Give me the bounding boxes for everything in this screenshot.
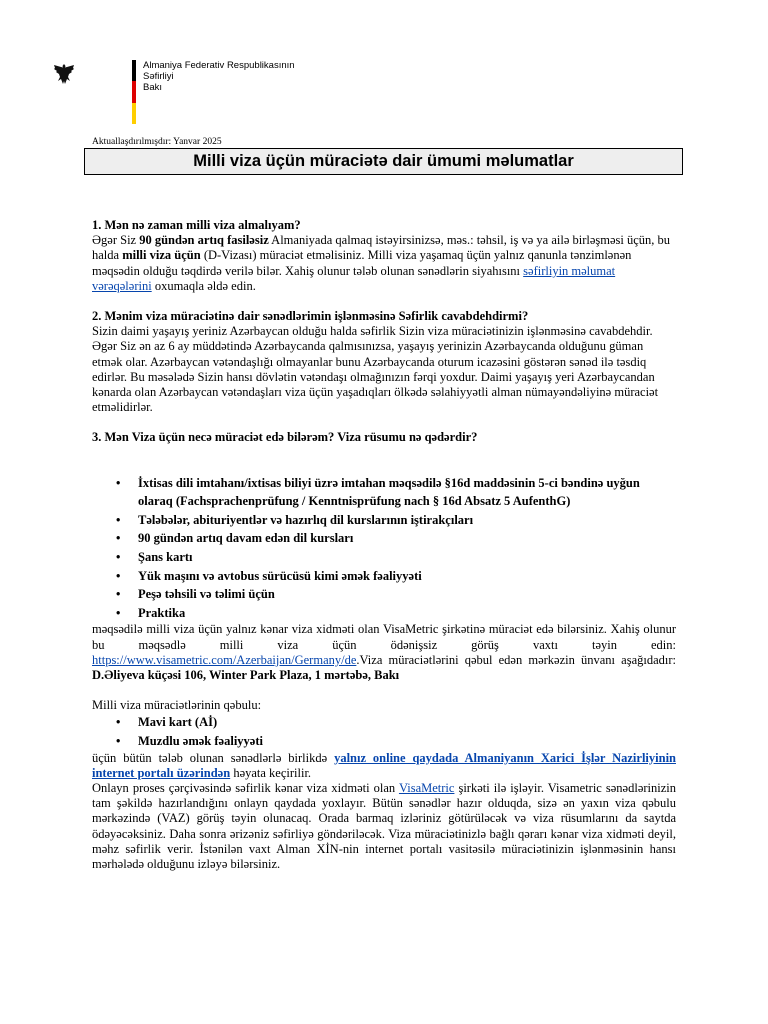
list-item: • 90 gündən artıq davam edən dil kursları bbox=[92, 529, 676, 548]
text-run: oxumaqla əldə edin. bbox=[151, 278, 256, 293]
question-1-answer bbox=[92, 233, 676, 294]
foreign-office-portal-link[interactable]: yalnız online qaydada Almaniyanın Xarici İşlər Nazirliyinin internet portalı üzərindən bbox=[92, 750, 676, 780]
embassy-name-line-3: Bakı bbox=[143, 82, 163, 93]
embassy-info-sheets-link[interactable]: səfirliyin məlumat vərəqələrini bbox=[92, 263, 616, 293]
text-run: Onlayn proses çərçivəsində səfirlik kənar viza xidməti olan bbox=[92, 781, 399, 795]
question-2-answer: Sizin daimi yaşayış yeriniz Azərbaycan olduğu halda səfirlik Sizin viza müraciətinizin işlənməsinə cavabdehdir. Əgər Siz ən az 6 ay müddətində Azərbaycanda qalmısınızsa, yaşayış yerinizin Azərbaycanda olduğunu güman etmək olar. Azərbaycan vətəndaşlığı olmayanlar bunu Azərbaycanda oturum icazəsini göstərən sənəd ilə təsdiq edirlər. Bu məsələdə Sizin hansı dövlətin vətəndaşı olmağınızın fərqi yoxdur. Daimi yaşayış yeri Azərbaycandan kənarda olan Azərbaycan vətəndaşları viza üçün yaşadıqları ölkədə səlahiyyətli alman nümayəndəliyinə müraciət etməlidirlər. bbox=[92, 324, 659, 415]
list-item: • Yük maşını və avtobus sürücüsü kimi əmək fəaliyyəti bbox=[92, 567, 676, 586]
list-item: • Peşə təhsili və təlimi üçün bbox=[92, 585, 676, 604]
text-run: Almaniyada qalmaq istəyirsinizsə, məs.: təhsil, iş və ya ailə birləşməsi üçün, bu halda bbox=[92, 233, 671, 263]
embassy-name bbox=[143, 60, 295, 93]
spacer bbox=[92, 294, 676, 309]
question-1-heading: 1. Mən nə zaman milli viza almalıyam? bbox=[92, 218, 301, 232]
text-run: (D-Vizası) müraciət etməlisiniz. Milli viza yaşamaq üçün yalnız qanunla tənzimlənən məqsədin olduğu təqdirdə verilə bilər. Xahiş olunur tələb olunan sənədlərin siyahısını bbox=[92, 248, 632, 278]
federal-eagle-icon bbox=[52, 62, 76, 86]
list-item: • İxtisas dili imtahanı/ixtisas biliyi üzrə imtahan məqsədilə §16d maddəsinin 5-ci bəndinə uyğun olaraq (Fachsprachenprüfung / Kenntnisprüfung nach § 16d Absatz 5 AufenthG) bbox=[92, 474, 676, 511]
visa-center-address: D.Əliyeva küçəsi 106, Winter Park Plaza, 1 mərtəbə, Bakı bbox=[92, 668, 400, 682]
page-title: Milli viza üçün müraciətə dair ümumi məlumatlar bbox=[84, 148, 683, 175]
question-2-heading: 2. Mənim viza müraciətinə dair sənədlərimin işlənməsinə Səfirlik cavabdehdirmi? bbox=[92, 309, 529, 324]
text-run: üçün bütün tələb olunan sənədlərlə birlikdə bbox=[92, 750, 335, 765]
visametric-paragraph bbox=[92, 622, 676, 683]
text-run: Əgər Siz bbox=[92, 233, 140, 248]
updated-date: Aktuallaşdırılmışdır: Yanvar 2025 bbox=[92, 137, 222, 147]
visametric-link[interactable]: VisaMetric bbox=[398, 781, 455, 795]
text-run: şirkəti ilə işləyir. Visametric sənədlərinizin tam şəkildə hazırlandığını onlayn qaydada yoxlayır. Bütün sənədlər hazır olduqda, sizə ən yaxın viza qəbulu mərkəzində (VAZ) görüş təyin olunacaq. Orada barmaq izləriniz götürüləcək və viza rüsumlarını da saytda ödəyəcəksiniz. Daha sonra ərizəniz səfirliyə göndəriləcək. Viza müraciətinizlə bağlı qərarı kənar viza xidməti deyil, məhz səfirlik verir. İstənilən vaxt Alman XİN-nin internet portalı vasitəsilə müraciətinizin işlənməsinin hansı mərhələdə olduğunu izləyə bilərsiniz. bbox=[92, 781, 676, 872]
online-intake-label: Milli viza müraciətlərinin qəbulu: bbox=[92, 698, 262, 713]
text-run: .Viza müraciətlərini qəbul edən mərkəzin ünvanı aşağıdadır: bbox=[356, 652, 676, 667]
bold-run: milli viza üçün bbox=[122, 248, 201, 263]
spacer bbox=[92, 446, 676, 474]
list-item: • Tələbələr, abituriyentlər və hazırlıq dil kurslarının iştirakçıları bbox=[92, 511, 676, 530]
online-portal-paragraph bbox=[92, 751, 676, 781]
visametric-purposes-list bbox=[92, 474, 676, 623]
list-item: • Praktika bbox=[92, 604, 676, 623]
online-process-paragraph bbox=[92, 781, 676, 872]
german-flag-bar bbox=[132, 60, 136, 124]
online-intake-list bbox=[92, 713, 676, 750]
list-item: • Şans kartı bbox=[92, 548, 676, 567]
document-body bbox=[92, 218, 676, 872]
list-item: • Mavi kart (Aİ) bbox=[92, 713, 676, 732]
embassy-name-line-1: Almaniya Federativ Respublikasının bbox=[143, 60, 295, 71]
embassy-name-line-2: Səfirliyi bbox=[143, 71, 174, 82]
text-run: həyata keçirilir. bbox=[230, 765, 312, 780]
spacer bbox=[92, 415, 676, 430]
text-run: məqsədilə milli viza üçün yalnız kənar viza xidməti olan VisaMetric şirkətinə müraciət edə bilərsiniz. Xahiş olunur bu məqsədlə milli viza üçün ödənişsiz görüş vaxtı təyin edin: bbox=[92, 622, 676, 652]
question-3-heading: 3. Mən Viza üçün necə müraciət edə bilərəm? Viza rüsumu nə qədərdir? bbox=[92, 430, 478, 445]
bold-run: 90 gündən artıq fasiləsiz bbox=[139, 233, 269, 248]
visametric-url-link[interactable]: https://www.visametric.com/Azerbaijan/Germany/de bbox=[92, 652, 357, 667]
list-item: • Muzdlu əmək fəaliyyəti bbox=[92, 732, 676, 751]
spacer bbox=[92, 683, 676, 698]
